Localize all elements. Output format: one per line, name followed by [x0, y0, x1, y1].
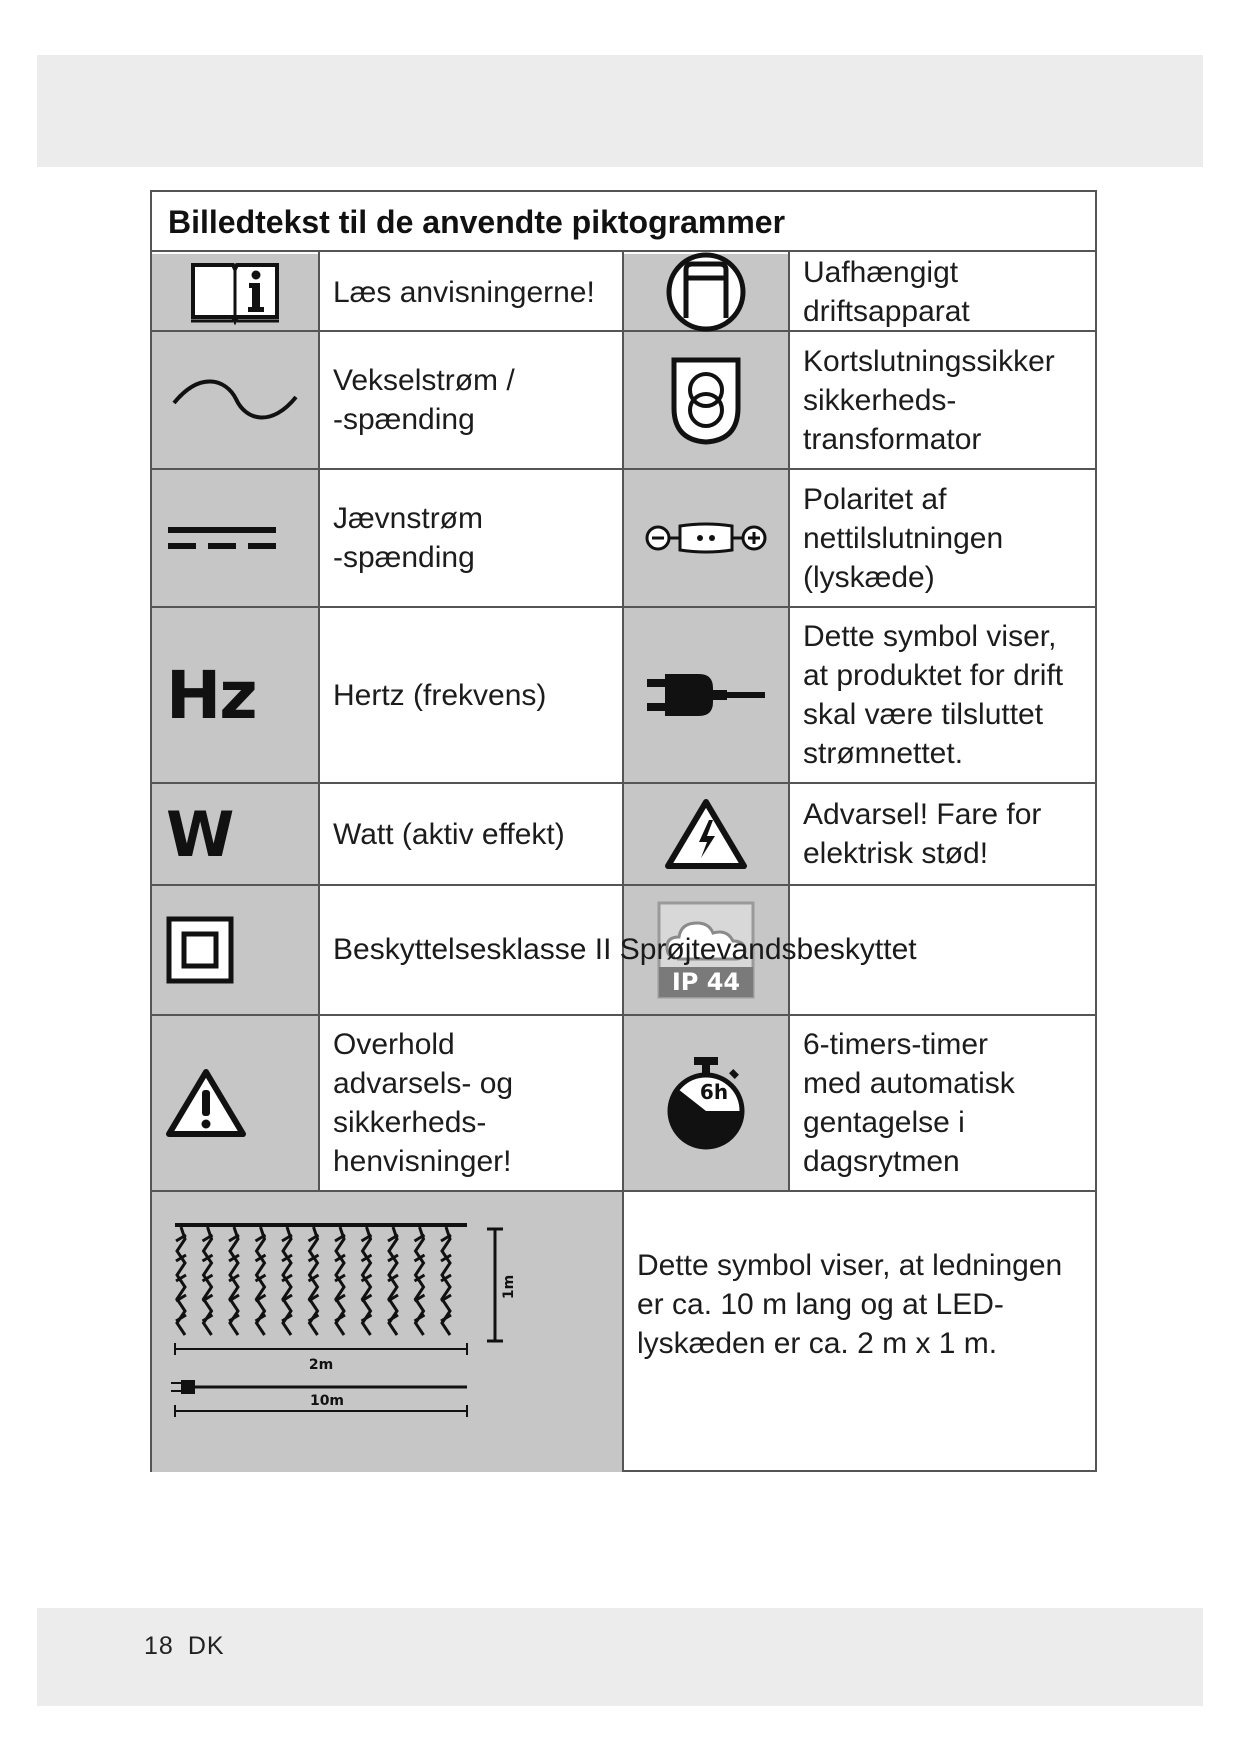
desc-line: transformator: [803, 422, 982, 456]
desc-line: sikkerheds-: [333, 1106, 487, 1139]
desc-line: Dette symbol viser, at ledningen: [637, 1249, 1063, 1282]
ac-icon: [152, 332, 318, 468]
watt-icon: [152, 784, 318, 884]
header-band: [37, 55, 1203, 167]
desc-line: Læs anvisningerne!: [333, 275, 595, 309]
desc-line: Uafhængigt: [803, 256, 959, 289]
hertz-icon: [152, 608, 318, 782]
desc-line: Beskyttelsesklasse II: [333, 933, 612, 966]
desc-line: Watt (aktiv effekt): [333, 817, 565, 851]
desc-line: henvisninger!: [333, 1145, 512, 1178]
desc-line: Dette symbol viser,: [803, 620, 1057, 653]
desc-line: nettilslutningen: [803, 521, 1004, 555]
language-code: DK: [187, 1632, 225, 1660]
plug-icon: [624, 608, 788, 782]
page-number: 18: [144, 1632, 174, 1660]
pictogram-legend-table: [150, 190, 1097, 1472]
w-label: W: [166, 797, 235, 871]
desc-line: Kortslutningssikker: [803, 344, 1055, 378]
desc-line: at produktet for drift: [803, 659, 1064, 692]
electric-warning-icon: [624, 784, 788, 884]
desc-line: er ca. 10 m lang og at LED-: [637, 1288, 1004, 1321]
height-label: 1m: [501, 1274, 517, 1300]
desc-line: driftsapparat: [803, 295, 970, 328]
width-label: 2m: [308, 1357, 334, 1373]
timer-label: 6h: [699, 1080, 729, 1104]
desc-line: dagsrytmen: [803, 1145, 960, 1178]
desc-line: -spænding: [333, 541, 475, 574]
desc-line: advarsels- og: [333, 1067, 514, 1100]
independent-device-icon: [624, 254, 788, 330]
ip-label: IP 44: [671, 968, 741, 996]
hz-label: Hz: [166, 656, 256, 734]
desc-line: (lyskæde): [803, 560, 935, 594]
desc-line: lyskæden er ca. 2 m x 1 m.: [637, 1327, 998, 1360]
desc-line: 6-timers-timer: [803, 1028, 988, 1061]
legend-title: Billedtekst til de anvendte piktogrammer: [152, 192, 1095, 252]
desc-line: Overhold: [333, 1028, 455, 1061]
read-instructions-icon: [152, 254, 318, 330]
light-curtain-icon: [152, 1192, 622, 1472]
desc-line: -spænding: [333, 403, 475, 436]
dc-icon: [152, 470, 318, 606]
timer-icon: [624, 1016, 788, 1190]
warning-icon: [152, 1016, 318, 1190]
desc-line: sikkerheds-: [803, 383, 957, 417]
desc-line: Sprøjtevandsbeskyttet: [619, 933, 917, 966]
polarity-icon: [624, 470, 788, 606]
desc-line: med automatisk: [803, 1067, 1015, 1100]
protection-class-icon: [152, 886, 318, 1014]
desc-line: gentagelse i: [803, 1106, 965, 1139]
desc-line: Polaritet af: [803, 482, 947, 516]
cable-label: 10m: [309, 1393, 345, 1409]
desc-line: Vekselstrøm /: [333, 364, 515, 397]
desc-line: Hertz (frekvens): [333, 678, 547, 712]
desc-line: Advarsel! Fare for: [803, 798, 1042, 831]
transformer-icon: [624, 332, 788, 468]
page-footer: [144, 1632, 239, 1661]
desc-line: Jævnstrøm: [333, 502, 483, 535]
desc-line: skal være tilsluttet: [803, 698, 1044, 731]
desc-line: elektrisk stød!: [803, 837, 989, 870]
desc-line: strømnettet.: [803, 737, 964, 770]
